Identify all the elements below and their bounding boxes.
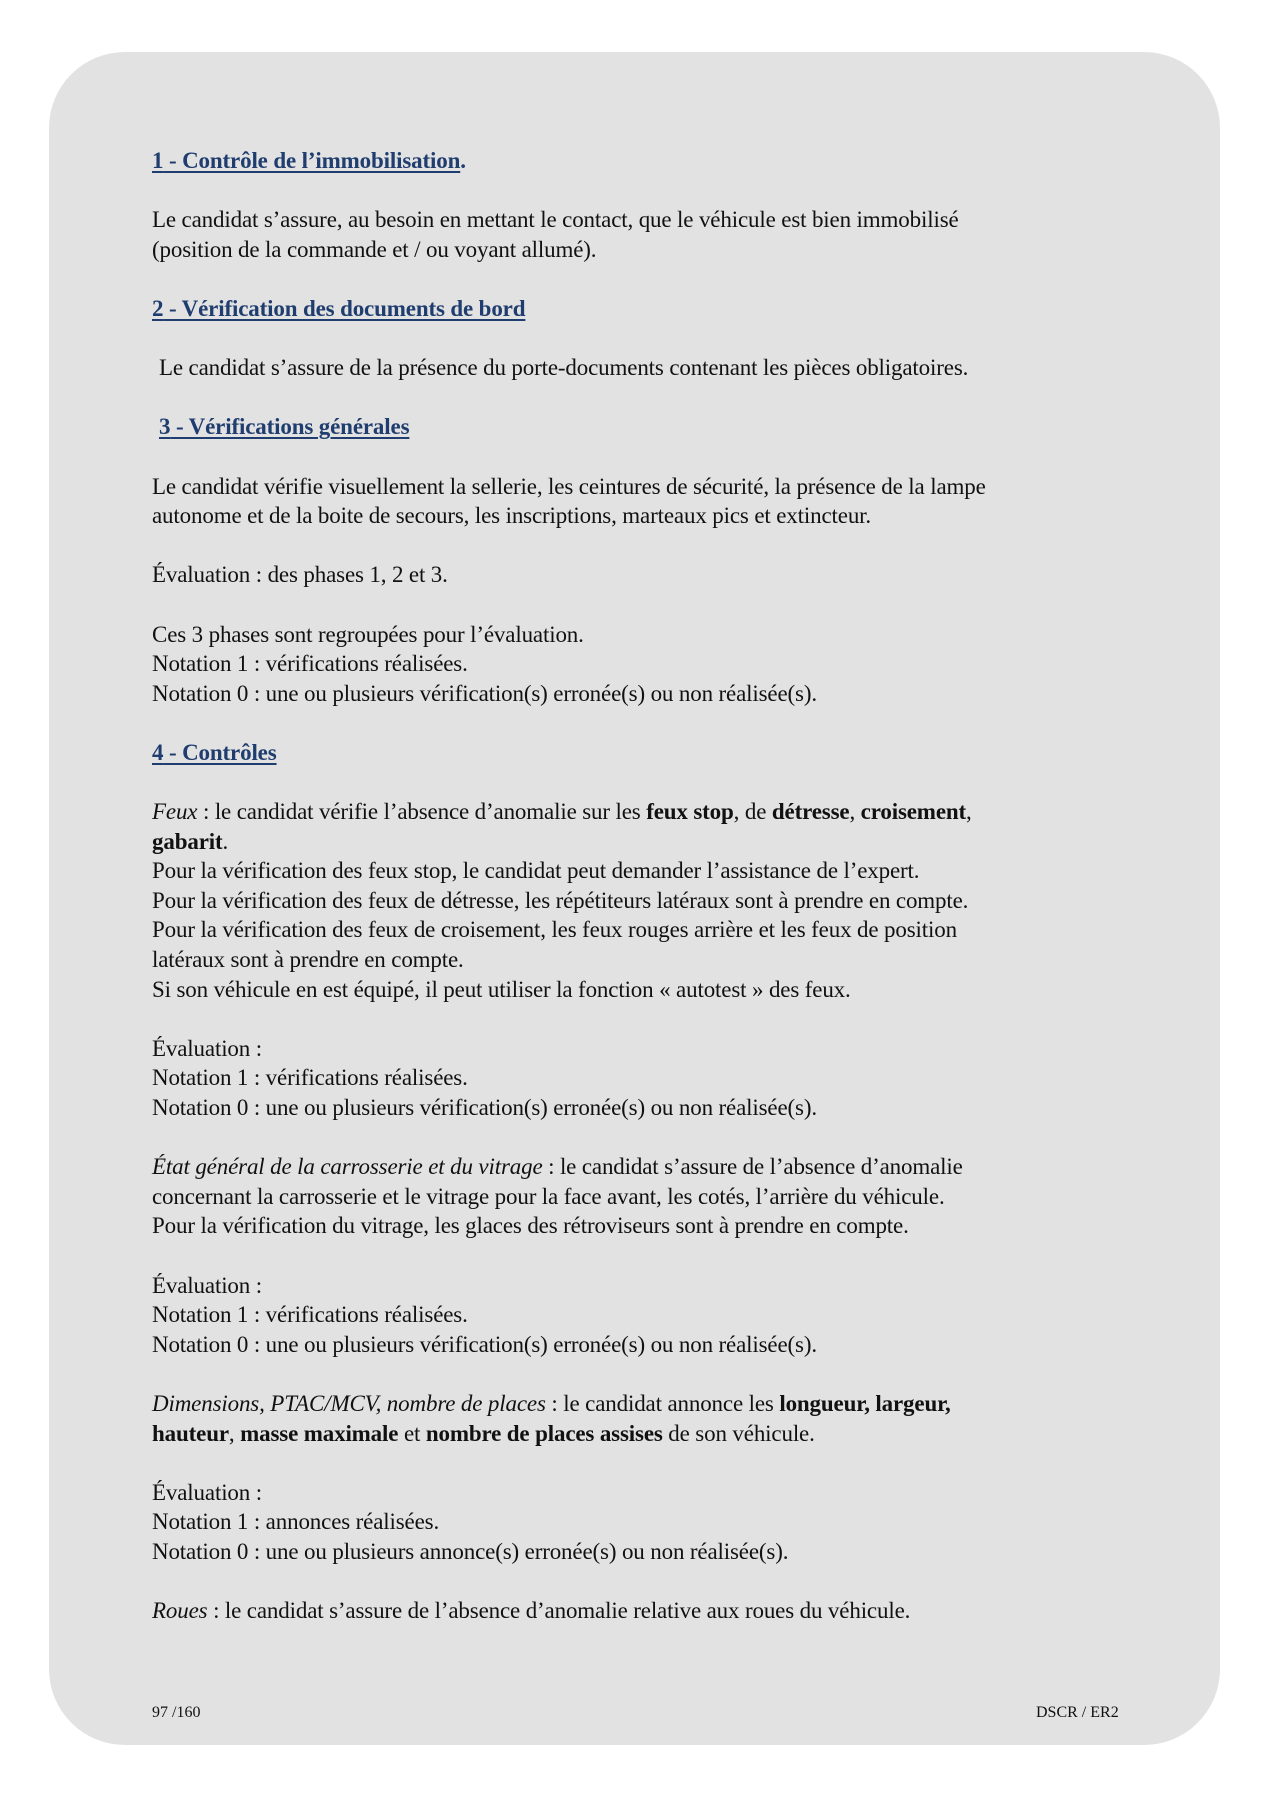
section-3-heading (152, 412, 1112, 442)
bold-term: nombre de places assises (425, 1420, 663, 1446)
paragraph-line: Le candidat vérifie visuellement la sellerie, les ceintures de sécurité, la présence de la lampe (152, 473, 986, 499)
bold-term: longueur, largeur, (779, 1390, 951, 1416)
evaluation-line: Évaluation : (152, 1272, 262, 1298)
text-run: : le candidat vérifie l’absence d’anomalie sur les (197, 799, 647, 825)
text-run: , (228, 1420, 241, 1446)
bold-term: hauteur (152, 1420, 229, 1446)
bold-term: gabarit (152, 828, 223, 854)
section-title: - Contrôle de l’immobilisation (163, 148, 461, 173)
section-number: 2 (152, 295, 164, 321)
document-body (152, 146, 1112, 1626)
notation-1: Notation 1 : vérifications réalisées. (152, 1065, 468, 1091)
dimensions-paragraph-cont (152, 1419, 1112, 1449)
section-title: - Vérification des documents de bord (163, 295, 526, 321)
section-2-heading (152, 294, 1112, 324)
notation-1: Notation 1 : vérifications réalisées. (152, 651, 468, 677)
paragraph-line: latéraux sont à prendre en compte. (152, 947, 464, 973)
paragraph-line: (position de la commande et / ou voyant allumé). (152, 236, 597, 262)
section-1-heading (152, 146, 1112, 176)
bold-term: masse maximale (240, 1420, 399, 1446)
text-run: , (849, 799, 861, 825)
paragraph-line: Pour la vérification du vitrage, les glaces des rétroviseurs sont à prendre en compte. (152, 1213, 909, 1239)
section-title: - Contrôles (163, 739, 277, 765)
paragraph-line: Si son véhicule en est équipé, il peut utiliser la fonction « autotest » des feux. (152, 976, 851, 1002)
text-run: , de (733, 799, 772, 825)
bold-term: feux stop (646, 799, 734, 825)
bold-term: détresse (771, 799, 850, 825)
notation-0: Notation 0 : une ou plusieurs vérification(s) erronée(s) ou non réalisée(s). (152, 1095, 817, 1120)
text-run: : le candidat s’assure de l’absence d’anomalie (542, 1154, 963, 1180)
bold-term: croisement (860, 799, 967, 825)
grouping-note: Ces 3 phases sont regroupées pour l’évaluation. (152, 621, 584, 647)
feux-label: Feux (152, 799, 198, 825)
notation-0: Notation 0 : une ou plusieurs annonce(s) erronée(s) ou non réalisée(s). (152, 1538, 789, 1564)
feux-paragraph-cont (152, 827, 1112, 857)
dimensions-paragraph (152, 1389, 1112, 1419)
heading-period: . (460, 148, 466, 173)
roues-label: Roues (152, 1598, 208, 1624)
dimensions-label: Dimensions, PTAC/MCV, nombre de places (152, 1390, 546, 1416)
section-title: - Vérifications générales (170, 414, 410, 440)
paragraph-line: Pour la vérification des feux de détresse, les répétiteurs latéraux sont à prendre en compte. (152, 887, 969, 913)
page-number: 97 /160 (152, 1704, 201, 1721)
roues-paragraph (152, 1596, 1112, 1626)
carrosserie-paragraph (152, 1152, 1112, 1182)
paragraph-line: concernant la carrosserie et le vitrage pour la face avant, les cotés, l’arrière du véhicule. (152, 1183, 945, 1209)
feux-paragraph (152, 797, 1112, 827)
section-number: 1 (152, 148, 164, 173)
text-run: : le candidat s’assure de l’absence d’anomalie relative aux roues du véhicule. (207, 1598, 911, 1624)
section-4-heading (152, 738, 1112, 768)
carrosserie-label: État général de la carrosserie et du vitrage (152, 1154, 543, 1180)
section-number: 3 (159, 414, 171, 440)
notation-1: Notation 1 : annonces réalisées. (152, 1509, 440, 1535)
notation-1: Notation 1 : vérifications réalisées. (152, 1302, 468, 1328)
text-run: et (398, 1420, 426, 1446)
notation-0: Notation 0 : une ou plusieurs vérification(s) erronée(s) ou non réalisée(s). (152, 680, 817, 706)
evaluation-line: Évaluation : des phases 1, 2 et 3. (152, 562, 448, 588)
paragraph-line: Le candidat s’assure, au besoin en mettant le contact, que le véhicule est bien immobilisé (152, 207, 959, 233)
section-number: 4 (152, 739, 164, 765)
paragraph-line: Pour la vérification des feux stop, le candidat peut demander l’assistance de l’expert. (152, 858, 920, 884)
document-reference: DSCR / ER2 (1036, 1704, 1119, 1721)
text-run: , (966, 799, 972, 825)
paragraph-line: Pour la vérification des feux de croisement, les feux rouges arrière et les feux de position (152, 917, 957, 943)
text-run: de son véhicule. (662, 1420, 815, 1446)
notation-0: Notation 0 : une ou plusieurs vérification(s) erronée(s) ou non réalisée(s). (152, 1331, 817, 1357)
text-run: : le candidat annonce les (545, 1390, 780, 1416)
text-run: . (222, 828, 229, 854)
evaluation-line: Évaluation : (152, 1479, 262, 1505)
paragraph-line: Le candidat s’assure de la présence du porte-documents contenant les pièces obligatoires. (159, 355, 969, 381)
evaluation-line: Évaluation : (152, 1035, 262, 1061)
paragraph-line: autonome et de la boite de secours, les inscriptions, marteaux pics et extincteur. (152, 503, 872, 529)
